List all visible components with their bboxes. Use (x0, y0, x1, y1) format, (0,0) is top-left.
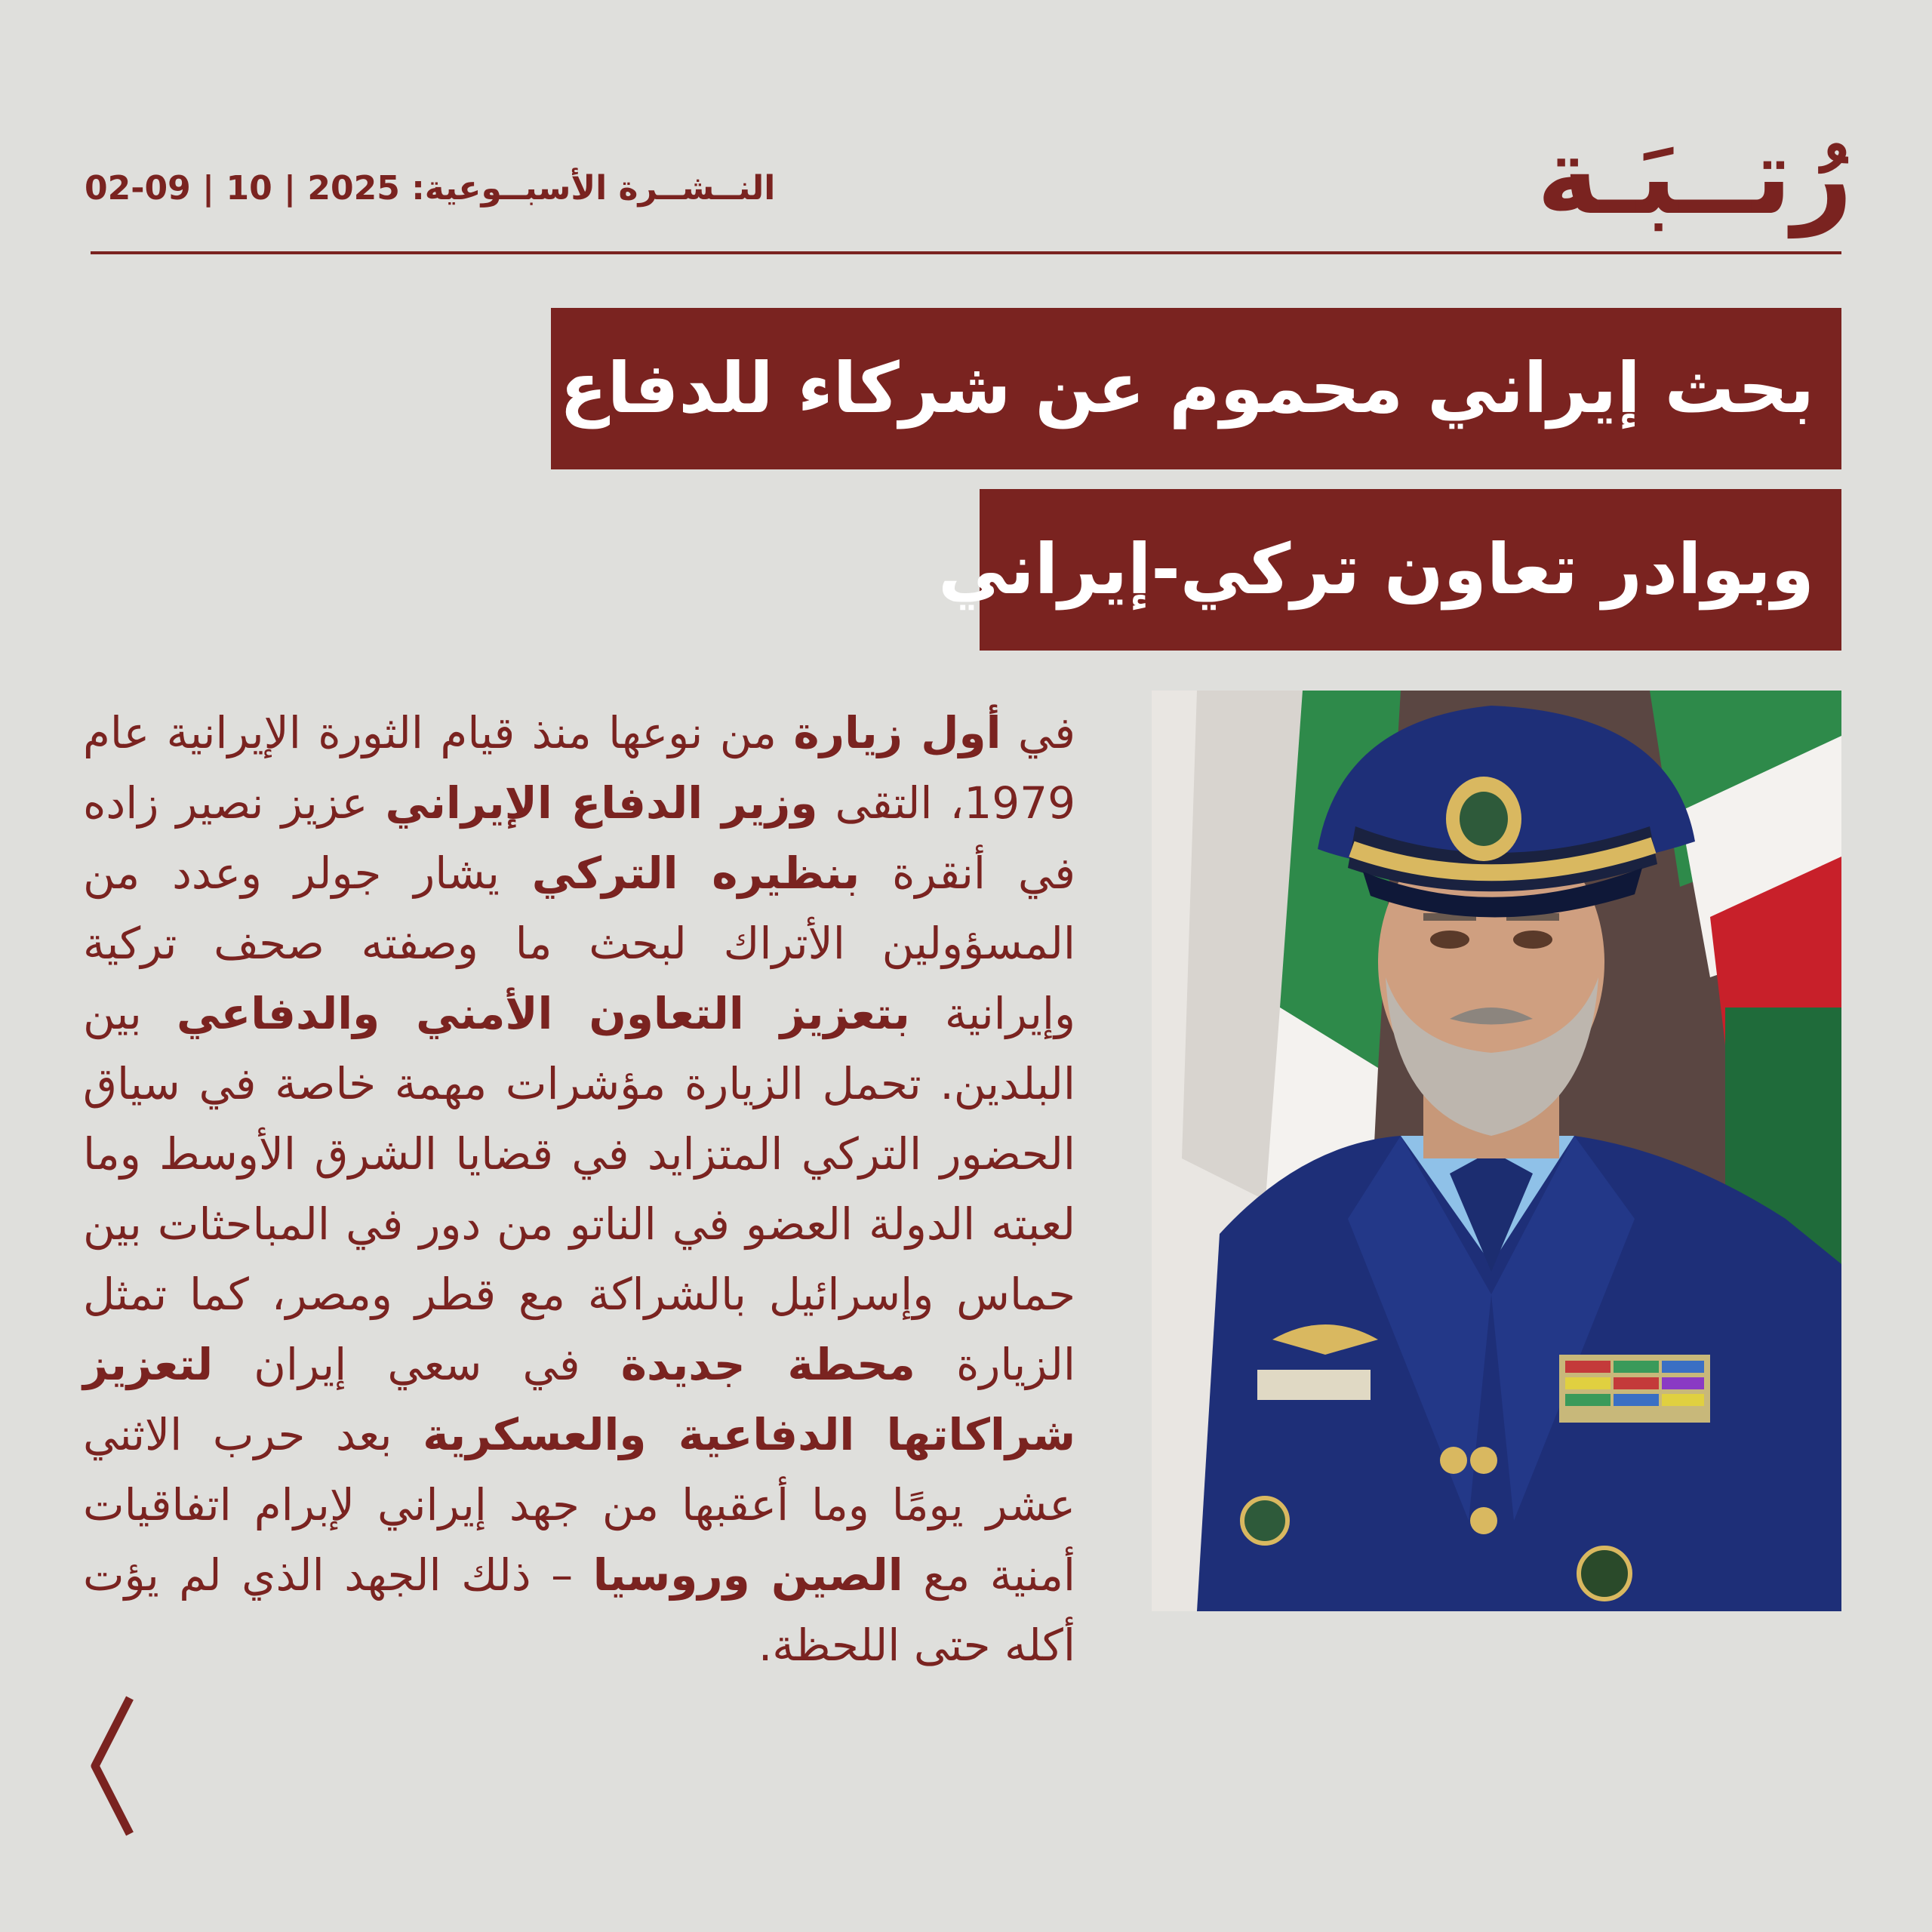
body-segment: في سعي إيران (213, 1339, 621, 1390)
body-highlight: محطة جديدة (620, 1339, 915, 1390)
body-highlight: بنظيره التركي (531, 848, 860, 899)
body-segment: في (1001, 707, 1075, 758)
body-highlight: لتعزيز شراكاتها الدفاعية والعسكرية (83, 1339, 1076, 1460)
officer-portrait-image (1152, 691, 1841, 1611)
article-body (83, 698, 1076, 1671)
header-divider (91, 251, 1841, 254)
body-highlight: بتعزيز التعاون الأمني والدفاعي (176, 988, 910, 1039)
body-segment: بين البلدين. تحمل الزيارة مؤشرات مهمة خاصة في سياق الحضور التركي المتزايد في قضايا الشرق الأوسط وما لعبته الدولة العضو في الناتو من دور في المباحثات بين حماس وإسرائيل بالشراكة مع قطر ومصر، كما تمثل الزيارة (83, 988, 1075, 1390)
issue-date-line: النــشــرة الأسبــوعية: 2025 | 10 | 09-02 (85, 169, 776, 208)
body-highlight: الصين وروسيا (592, 1549, 903, 1601)
body-segment: بعد حرب الاثني عشر يومًا وما أعقبها من جهد إيراني لإبرام اتفاقيات أمنية مع (83, 1409, 1076, 1601)
body-segment: يشار جولر وعدد من المسؤولين الأتراك لبحث ما وصفته صحف تركية وإيرانية (83, 848, 1076, 1039)
body-highlight: أول زيارة (793, 707, 1001, 758)
body-segment: من نوعها منذ قيام الثورة الإيرانية عام 1979، التقى (83, 707, 1075, 829)
body-segment: – ذلك الجهد الذي لم يؤت أكله حتى اللحظة. (83, 1549, 1075, 1671)
headline-line-1: بحث إيراني محموم عن شركاء للدفاع (551, 308, 1841, 469)
body-highlight: وزير الدفاع الإيراني (385, 777, 818, 829)
brand-logo: رُتــبَـة (1537, 115, 1853, 238)
bracket-mark-icon (85, 1694, 137, 1838)
headline-line-2: وبوادر تعاون تركي-إيراني (980, 489, 1841, 651)
body-segment: عزيز نصير زاده في أنقرة (83, 777, 1075, 899)
